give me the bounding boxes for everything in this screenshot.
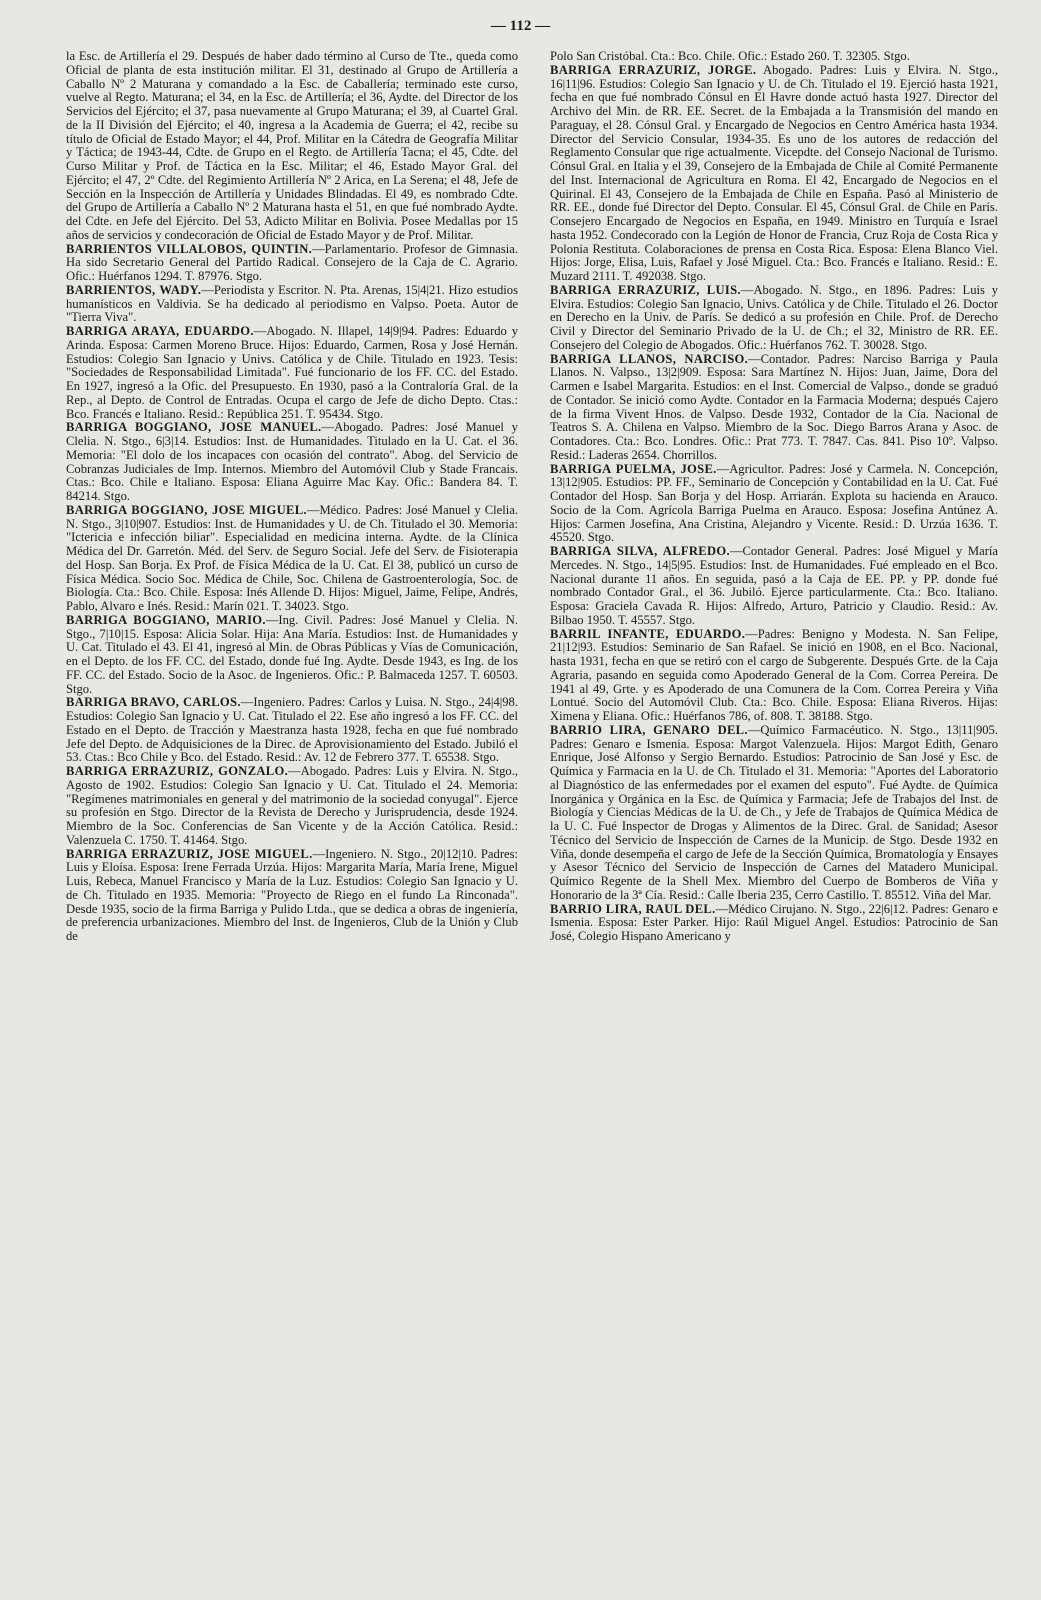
entry-name: BARRIL INFANTE, EDUARDO. (550, 626, 746, 641)
entry (550, 724, 998, 903)
entry (66, 504, 518, 614)
entry-text: —Médico Cirujano. N. Stgo., 22|6|12. Padres: Genaro e Ismenia. Esposa: Ester Parker. Hijo: Raúl Miguel Angel. Estudios: Patrocinio de San José, Colegio Hispano Americano y (550, 901, 998, 943)
entry-text: —Abogado. Padres: José Manuel y Clelia. N. Stgo., 6|3|14. Estudios: Inst. de Humanidades. Titulado en la U. Cat. el 36. Memoria: "El dolo de los incapaces con ocasión del contrato". Abog. del Servicio de Cobranzas Judiciales de Imp. Internos. Miembro del Automóvil Club y Stade Francais. Ctas.: Bco. Chile e Italiano. Esposa: Eliana Aguirre Mac Kay. Ofic.: Bandera 84. T. 84214. Stgo. (66, 420, 518, 503)
entry-name: BARRIO LIRA, GENARO DEL. (550, 722, 748, 737)
entry (66, 614, 518, 697)
entry (550, 903, 998, 944)
entry-text: —Contador. Padres: Narciso Barriga y Paula Llanos. N. Valpso., 13|2|909. Esposa: Sara Martínez N. Hijos: Juan, Jaime, Dora del Carmen e Isabel Margarita. Estudios: en el Inst. Comercial de Valpso., donde se graduó de Contador. Se inició como Aydte. Contador en la Farmacia Moderna; después Cajero de la firma Vivent Hnos. de Valpso. Desde 1932, Contador de la Cía. Nacional de Teatros S. A. Chilena en Valpso. Miembro de la Soc. Diego Barros Arana y Asoc. de Contadores. Cta.: Bco. Londres. Ofic.: Prat 773. T. 7847. Cas. 841. Piso 10º. Valpso. Resid.: Laderas 2654. Chorrillos. (550, 351, 998, 462)
entry-text: —Químico Farmacéutico. N. Stgo., 13|11|905. Padres: Genaro e Ismenia. Esposa: Margot Valenzuela. Hijos: Margot Edith, Genaro Enrique, José Alfonso y Sergio Bernardo. Estudios: Patrocinio de San José y Esc. de Química y Farmacia en la U. de Ch. Titulado el 31. Memoria: "Aportes del Laboratorio al Diagnóstico de las enfermedades por el examen del esputo". Fué Aydte. de Química Inorgánica y Orgánica en la Esc. de Química y Farmacia; Jefe de Trabajos del Inst. de Biología y Ciencias Médicas de la U. de Ch., y Jefe de Trabajos de Química Médica de la U. C. Fué Inspector de Drogas y Alimentos de la Direc. Gral. de Sanidad; Asesor Técnico del Servicio de Inspección de Carnes de la Municip. de Stgo. Desde 1932 en Viña, donde desempeña el cargo de Jefe de la Sección Química, Bromatología y Ensayes y Asesor Técnico del Servicio de Inspección de Carnes del Matadero Municipal. Químico Regente de la Shell Mex. Miembro del Cuerpo de Bomberos de Viña y Honorario de la 3ª Cía. Resid.: Calle Iberia 235, Cerro Castillo. T. 85512. Viña del Mar. (550, 722, 998, 902)
page-number: — 112 — (490, 18, 551, 34)
entry-name: BARRIGA BOGGIANO, MARIO. (66, 612, 266, 627)
entry-text: —Ing. Civil. Padres: José Manuel y Clelia. N. Stgo., 7|10|15. Esposa: Alicia Solar. Hija: Ana María. Estudios: Inst. de Humanidades y U. Cat. Titulado el 43. El 41, ingresó al Min. de Obras Públicas y Vías de Comunicación, en el Depto. de los FF. CC. del Estado, donde fué Ing. Aydte. Desde 1943, es Ing. de los FF. CC. del Estado. Socio de la Asoc. de Ingenieros. Ofic.: P. Balmaceda 1257. T. 60503. Stgo. (66, 612, 518, 696)
entry (66, 284, 518, 325)
entry-name: BARRIENTOS, WADY. (66, 282, 202, 297)
entry-name: BARRIGA ERRAZURIZ, JORGE. (550, 62, 757, 77)
entry (66, 696, 518, 765)
entry-text: —Ingeniero. Padres: Carlos y Luisa. N. Stgo., 24|4|98. Estudios: Colegio San Ignacio y U. Cat. Titulado el 22. Ese año ingresó a los FF. CC. del Estado en el Depto. de Tracción y Maestranza hasta 1928, fecha en que fué nombrado Jefe del Depto. de Adquisiciones de la Direc. de Aprovisionamiento del Estado. Jubiló el 53. Ctas.: Bco Chile y Bco. del Estado. Resid.: Av. 12 de Febrero 377. T. 65538. Stgo. (66, 695, 518, 765)
entry-text: —Periodista y Escritor. N. Pta. Arenas, 15|4|21. Hizo estudios humanísticos en Valdivia. Se ha dedicado al periodismo en Valpso. Poeta. Autor de "Tierra Viva". (66, 282, 518, 325)
right-column (550, 50, 998, 1590)
entry-name: BARRIO LIRA, RAUL DEL. (550, 901, 716, 916)
entry (66, 765, 518, 848)
entry-name: BARRIENTOS VILLALOBOS, QUINTIN. (66, 241, 313, 256)
entry-name: BARRIGA ERRAZURIZ, GONZALO. (66, 764, 289, 778)
entry (550, 50, 998, 64)
entry (550, 353, 998, 463)
entry (550, 64, 998, 284)
entry-text: —Abogado. Padres: Luis y Elvira. N. Stgo., Agosto de 1902. Estudios: Colegio San Ignacio y U. Cat. Titulado el 24. Memoria: "Regímenes matrimoniales en general y del matrimonio de la sociedad conyugal". Ejerce su profesión en Stgo. Director de la Revista de Derecho y Jurisprudencia, desde 1924. Miembro de la Soc. Conferencias de San Vicente y de la Acción Católica. Resid.: Valenzuela C. 1750. T. 41464. Stgo. (66, 764, 518, 847)
entry-text: —Padres: Benigno y Modesta. N. San Felipe, 21|12|93. Estudios: Seminario de San Rafael. Se inició en 1908, en el Bco. Nacional, hasta 1931, fecha en que se retiró con el cargo de Subgerente. Después Grte. de la Caja Agraria, pasando en seguida como Apoderado General de la Com. Correa Pereira. De 1941 al 49, Grte. y es Apoderado de una Comunera de la Com. Correa Pereira y Viña Lontué. Socio del Automóvil Club. Cta.: Bco. Chile. Esposa: Eliana Riveros. Hijas: Ximena y Eliana. Ofic.: Huérfanos 786, of. 808. T. 38188. Stgo. (550, 626, 998, 723)
entry-text: —Abogado. N. Illapel, 14|9|94. Padres: Eduardo y Arinda. Esposa: Carmen Moreno Bruce. Hijos: Eduardo, Carmen, Rosa y José Hernán. Estudios: Colegio San Ignacio y Univs. Católica y de Chile. Titulado en 1923. Tesis: "Sociedades de Responsabilidad Limitada". Fué funcionario de los FF. CC. del Estado. En 1927, ingresó a la Ofic. del Presupuesto. En 1930, pasó a la Contraloría Gral. de la Rep., al Depto. de Control de Entradas. Ocupa el cargo de Jefe de dicho Depto. Ctas.: Bco. Francés e Italiano. Resid.: República 251. T. 95434. Stgo. (66, 324, 518, 421)
entry (550, 628, 998, 724)
entry-text: —Agricultor. Padres: José y Carmela. N. Concepción, 13|12|905. Estudios: PP. FF., Seminario de Concepción y Contabilidad en la U. Cat. Fué Contador del Hosp. San Borja y del Hosp. Arriarán. Explota su hacienda en Arauco. Socio de la Com. Agrícola Barriga Puelma en Arauco. Esposa: Josefina Antúnez A. Hijos: Carmen Josefina, Ana Cristina, Alejandro y Vicente. Resid.: D. Urzúa 1636. T. 45520. Stgo. (550, 461, 998, 545)
entry-name: BARRIGA SILVA, ALFREDO. (550, 544, 730, 558)
entry-name: BARRIGA BRAVO, CARLOS. (66, 695, 241, 710)
entry (66, 243, 518, 284)
entry (66, 325, 518, 421)
entry (66, 50, 518, 243)
entry-name: BARRIGA PUELMA, JOSE. (550, 461, 717, 476)
entry-name: BARRIGA ERRAZURIZ, JOSE MIGUEL. (66, 846, 313, 861)
entry-text: Polo San Cristóbal. Cta.: Bco. Chile. Ofic.: Estado 260. T. 32305. Stgo. (550, 50, 910, 63)
entry-text: —Ingeniero. N. Stgo., 20|12|10. Padres: Luis y Eloísa. Esposa: Irene Ferrada Urzúa. Hijos: Margarita María, María Irene, Miguel Luis, Rebeca, Manuel Francisco y María de la Luz. Estudios: Colegio San Ignacio y U. de Ch. Titulado en 1935. Memoria: "Proyecto de Riego en el fundo La Rinconada". Desde 1935, socio de la firma Barriga y Pulido Ltda., que se dedica a obras de ingeniería, de preferencia urbanizaciones. Miembro del Inst. de Ingenieros, Club de la Unión y Club de (66, 846, 518, 943)
entry-text: —Médico. Padres: José Manuel y Clelia. N. Stgo., 3|10|907. Estudios: Inst. de Humanidades y U. de Ch. Titulado el 30. Memoria: "Ictericia e infección biliar". Especialidad en medicina interna. Aydte. de la Clínica Médica del Dr. Garretón. Méd. del Serv. de Seguro Social. Jefe del Serv. de Fisioterapia del Hosp. San Borja. Ex Prof. de Física Médica de la U. Cat. El 38, publicó un curso de Física Médica. Socio Soc. Médica de Chile, Soc. Chilena de Gastroenterología, Soc. de Biología. Cta.: Bco. Chile. Esposa: Inés Allende D. Hijos: Miguel, Jaime, Felipe, Andrés, Pablo, Alvaro e Inés. Resid.: Marín 021. T. 34023. Stgo. (66, 502, 518, 613)
entry (550, 545, 998, 628)
entry-name: BARRIGA BOGGIANO, JOSE MANUEL. (66, 420, 322, 435)
entry-name: BARRIGA LLANOS, NARCISO. (550, 351, 749, 366)
entry-name: BARRIGA ERRAZURIZ, LUIS. (550, 282, 741, 297)
entry-text: —Abogado. N. Stgo., en 1896. Padres: Luis y Elvira. Estudios: Colegio San Ignacio, Univs. Católica y de Chile. Titulado el 26. Doctor en Derecho en la Univ. de París. Se dedicó a su profesión en Chile. Prof. de Derecho Civil y Director del Seminario Privado de la U. de Ch.; el 32, Ministro de RR. EE. Consejero del Colegio de Abogados. Ofic.: Huérfanos 762. T. 30028. Stgo. (550, 282, 998, 352)
entry-text: la Esc. de Artillería el 29. Después de haber dado término al Curso de Tte., queda como Oficial de planta de esta institución militar. El 31, destinado al Grupo de Artillería a Caballo Nº 2 Maturana y comandado a la Esc. de Caballería; terminado este curso, vuelve al Regto. Maturana; el 34, en la Esc. de Artillería; el 36, Aydte. del Director de los Servicios del Ejército; el 37, pasa nuevamente al Grupo Maturana; el 39, al Cuartel Gral. de la II División del Ejército; el 40, ingresa a la Academia de Guerra; el 42, recibe su título de Oficial de Estado Mayor; el 44, Prof. Militar en la Cátedra de Geografía Militar y Táctica; de 1943-44, Cdte. de Grupo en el Regto. de Artillería Tacna; el 45, Cdte. del Curso Militar y Prof. de Táctica en la Esc. Militar; el 46, Estado Mayor Gral. del Ejército; el 47, 2º Cdte. del Regimiento Artillería Nº 2 Arica, en La Serena; el 48, Jefe de Sección en la Inspección de Artillería y Unidades Blindadas. El 49, es nombrado Cdte. del Grupo de Artillería a Caballo Nº 2 Maturana hasta el 51, en que fué nombrado Aydte. del Cdte. en Jefe del Ejército. Del 53, Adicto Militar en Bolivia. Posee Medallas por 15 años de servicios y condecoración de Oficial de Estado Mayor y de Prof. Militar. (66, 50, 518, 242)
left-column (66, 50, 518, 1590)
entry (66, 421, 518, 504)
entry (550, 284, 998, 353)
entry (550, 463, 998, 546)
entry-text: Abogado. Padres: Luis y Elvira. N. Stgo., 16|11|96. Estudios: Colegio San Ignacio y U. de Ch. Titulado el 19. Ejerció hasta 1921, fecha en que fué nombrado Cónsul en El Havre donde actuó hasta 1927. Director del Archivo del Min. de RR. EE. Secret. de la Embajada a la Transmisión del mando en Paraguay, el 28. Cónsul Gral. y Encargado de Negocios en Centro América hasta 1934. Director del Servicio Consular, 1934-35. Es uno de los autores de redacción del Reglamento Consular que rige actualmente. Vicepdte. del Consejo Nacional de Turismo. Cónsul Gral. en Italia y el 39, Consejero de la Embajada de Chile al Comité Permanente del Inst. Internacional de Agricultura en Roma. El 42, Encargado de Negocios en el Quirinal. El 43, Consejero de la Embajada de Chile en España. Pasó al Ministerio de RR. EE., donde fué Director del Depto. Consular. El 45, Cónsul Gral. de Chile en París. Consejero Encargado de Negocios en España, en 1949. Ministro en Turquía e Israel hasta 1952. Condecorado con la Legión de Honor de Francia, Cruz Roja de Costa Rica y Polonia Restituta. Colaboraciones de prensa en Costa Rica. Esposa: Elena Blanco Viel. Hijos: Jorge, Elisa, Luis, Rafael y José Miguel. Cta.: Bco. Francés e Italiano. Resid.: E. Muzard 2111. T. 492038. Stgo. (550, 62, 998, 283)
entry (66, 848, 518, 944)
entry-text: —Contador General. Padres: José Miguel y María Mercedes. N. Stgo., 14|5|95. Estudios: Inst. de Humanidades. Fué empleado en el Bco. Nacional durante 11 años. En seguida, pasó a la Caja de EE. PP. y PP. donde fué nombrado Contador Gral., el 36. Jubiló. Ejerce particularmente. Cta.: Bco. Italiano. Esposa: Graciela Cavada R. Hijos: Alfredo, Arturo, Patricio y Claudio. Resid.: Av. Bilbao 1950. T. 45557. Stgo. (550, 544, 998, 627)
entry-name: BARRIGA ARAYA, EDUARDO. (66, 324, 254, 338)
entry-name: BARRIGA BOGGIANO, JOSE MIGUEL. (66, 502, 307, 517)
entry-text: —Parlamentario. Profesor de Gimnasia. Ha sido Secretario General del Partido Radical. Consejero de la Caja de C. Agrario. Ofic.: Huérfanos 1294. T. 87976. Stgo. (66, 241, 518, 283)
